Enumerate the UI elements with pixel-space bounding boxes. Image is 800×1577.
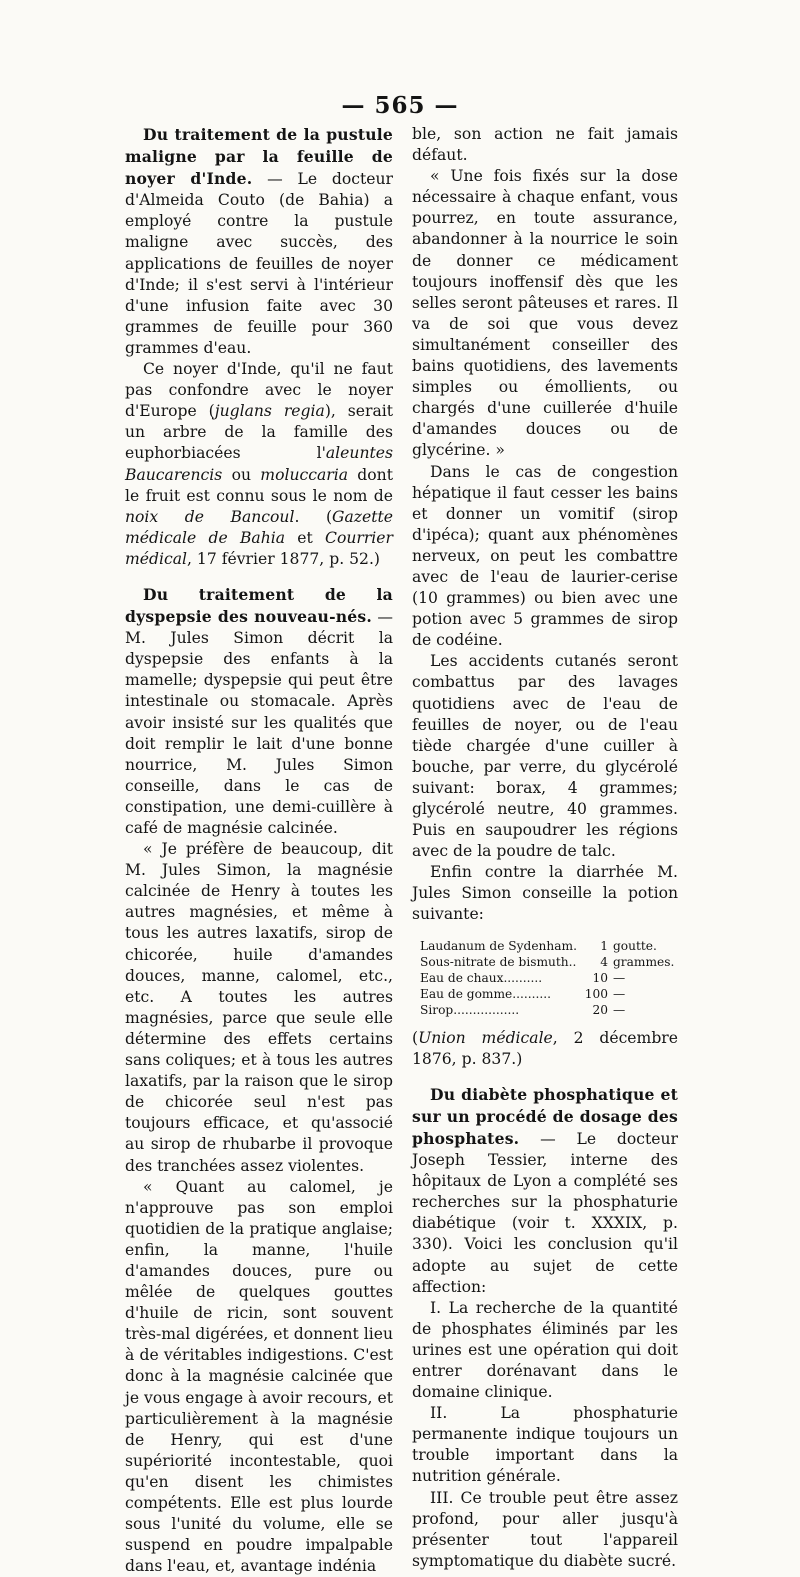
text-run: et [285, 528, 326, 547]
recipe-unit: goutte. [613, 938, 657, 953]
recipe-row [420, 954, 674, 970]
paragraph: « Quant au calomel, je n'approuve pas son emploi quotidien de la pratique anglaise; enfin, la manne, l'huile d'amandes douces, pure ou mêlée de quelques gouttes d'huile de ricin, sont souvent très-mal digérées, et donnent lieu à de véritables indigestions. C'est donc à la magnésie calcinée que je vous engage à avoir recours, et particulièrement à la magnésie de Henry, qui est d'une supériorité incontestable, quoi qu'en disent les chimistes compétents. Elle est plus lourde sous l'unité du volume, elle se suspend en poudre impalpable dans l'eau, et, avantage indénia [125, 1177, 393, 1576]
article-text: — Le docteur Joseph Tessier, interne des hôpitaux de Lyon a complété ses recherches sur la phosphaturie diabétique (voir t. XXXIX, p. 330). Voici les conclusion qu'il adopte au sujet de cette affection: [412, 1129, 678, 1296]
right-column [412, 124, 678, 1572]
recipe-ingredient: Eau de gomme.......... [420, 986, 551, 1001]
recipe-unit: grammes. [613, 954, 675, 969]
recipe-row [420, 970, 674, 986]
recipe-ingredient: Laudanum de Sydenham. [420, 938, 577, 953]
italic-run: moluccaria [260, 465, 349, 484]
recipe-unit: — [613, 1002, 626, 1017]
paragraph: « Une fois fixés sur la dose nécessaire à chaque enfant, vous pourrez, en toute assurance, abandonner à la nourrice le soin de donner ce médicament toujours inoffensif dès que les selles seront pâteuses et rares. Il va de soi que vous devez simultanément conseiller des bains quotidiens, des lavements simples ou émollients, ou chargés d'une cuillerée d'huile d'amandes douces ou de glycérine. » [412, 167, 678, 460]
left-column [125, 124, 393, 1577]
recipe-row [420, 938, 674, 954]
recipe-unit: — [613, 986, 626, 1001]
recipe-row [420, 986, 674, 1002]
paragraph-continued: ble, son action ne fait jamais défaut. [412, 125, 678, 165]
italic-run: Gazette médicale de Bahia [125, 507, 393, 547]
citation [412, 1028, 678, 1070]
article-headline: Du diabète phosphatique et sur un procédé de dosage des phosphates. [412, 1084, 678, 1148]
recipe-quantity: 1 [600, 938, 608, 953]
article-text: — M. Jules Simon décrit la dyspepsie des enfants à la mamelle; dyspepsie qui peut être intestinale ou stomacale. Après avoir insisté sur les qualités que doit remplir le lait d'une bonne nourrice, M. Jules Simon conseille, dans le cas de constipation, une demi-cuillère à café de magnésie calcinée. [125, 608, 393, 837]
paragraph: Les accidents cutanés seront combattus par des lavages quotidiens avec de l'eau de feuilles de noyer, ou de l'eau tiède chargée d'une cuiller à bouche, par verre, du glycérolé suivant: borax, 4 grammes; glycérolé neutre, 40 grammes. Puis en saupoudrer les régions avec de la poudre de talc. [412, 652, 678, 861]
recipe-ingredient: Eau de chaux.......... [420, 970, 543, 985]
text-run: , 2 décembre 1876, p. 837.) [412, 1028, 678, 1068]
text-run: ), serait un arbre de la famille des euphorbiacées l' [125, 402, 393, 463]
italic-run: Courrier médical [125, 528, 393, 568]
recipe-quantity: 20 [592, 1002, 608, 1017]
recipe-quantity: 4 [600, 954, 608, 969]
article-dyspepsie [125, 584, 393, 839]
text-run: ou [222, 465, 261, 484]
article-headline: Du traitement de la pustule maligne par la feuille de noyer d'Inde. [125, 125, 393, 189]
conclusion-item: II. La phosphaturie permanente indique toujours un trouble important dans la nutrition générale. [412, 1404, 678, 1486]
italic-run: noix de Bancoul [125, 507, 295, 526]
article-text: — Le docteur d'Almeida Couto (de Bahia) a employé contre la pustule maligne avec succès, des applications de feuilles de noyer d'Inde; il s'est servi à l'intérieur d'une infusion faite avec 30 grammes de feuille pour 360 grammes d'eau. [125, 170, 393, 357]
paragraph: Enfin contre la diarrhée M. Jules Simon conseille la potion suivante: [412, 863, 678, 924]
paragraph: Dans le cas de congestion hépatique il faut cesser les bains et donner un vomitif (sirop d'ipéca); quant aux phénomènes nerveux, on peut les combattre avec de l'eau de laurier-cerise (10 grammes) ou bien avec une potion avec 5 grammes de sirop de codéine. [412, 462, 678, 650]
conclusion-item: III. Ce trouble peut être assez profond, pour aller jusqu'à présenter tout l'appareil symptomatique du diabète sucré. [412, 1488, 678, 1570]
article-diabete-phosphatique [412, 1084, 678, 1298]
paragraph [125, 359, 393, 570]
recipe-quantity: 100 [584, 986, 608, 1001]
recipe-row [420, 1002, 674, 1018]
page-number: — 565 — [341, 92, 459, 119]
paragraph: « Je préfère de beaucoup, dit M. Jules Simon, la magnésie calcinée de Henry à toutes les autres magnésies, et même à tous les autres laxatifs, sirop de chicorée, huile d'amandes douces, manne, calomel, etc., etc. A toutes les autres magnésies, parce que seule elle détermine des effets certains sans coliques; et à tous les autres laxatifs, par la raison que le sirop de chicorée seul n'est pas toujours efficace, et qu'associé au sirop de rhubarbe il provoque des tranchées assez violentes. [125, 840, 393, 1175]
recipe-ingredient: Sous-nitrate de bismuth.. [420, 954, 577, 969]
recipe-ingredient: Sirop................. [420, 1002, 520, 1017]
text-run: ( [412, 1028, 419, 1047]
recipe-table [420, 938, 674, 1018]
italic-run: juglans regia [214, 402, 325, 421]
italic-run: aleuntes Baucarencis [125, 444, 393, 484]
article-headline: Du traitement de la dyspepsie des nouveau-nés. [125, 584, 393, 627]
article-pustule-maligne [125, 124, 393, 359]
recipe-quantity: 10 [592, 970, 608, 985]
text-run: . ( [294, 507, 333, 526]
text-run: Ce noyer d'Inde, qu'il ne faut pas confondre avec le noyer d'Europe ( [125, 360, 393, 421]
conclusion-item: I. La recherche de la quantité de phosphates éliminés par les urines est une opération qui doit entrer dorénavant dans le domaine clinique. [412, 1298, 678, 1402]
italic-run: Union médicale [418, 1028, 553, 1047]
recipe-unit: — [613, 970, 626, 985]
text-run: dont le fruit est connu sous le nom de [125, 465, 393, 505]
text-run: , 17 février 1877, p. 52.) [187, 549, 380, 568]
